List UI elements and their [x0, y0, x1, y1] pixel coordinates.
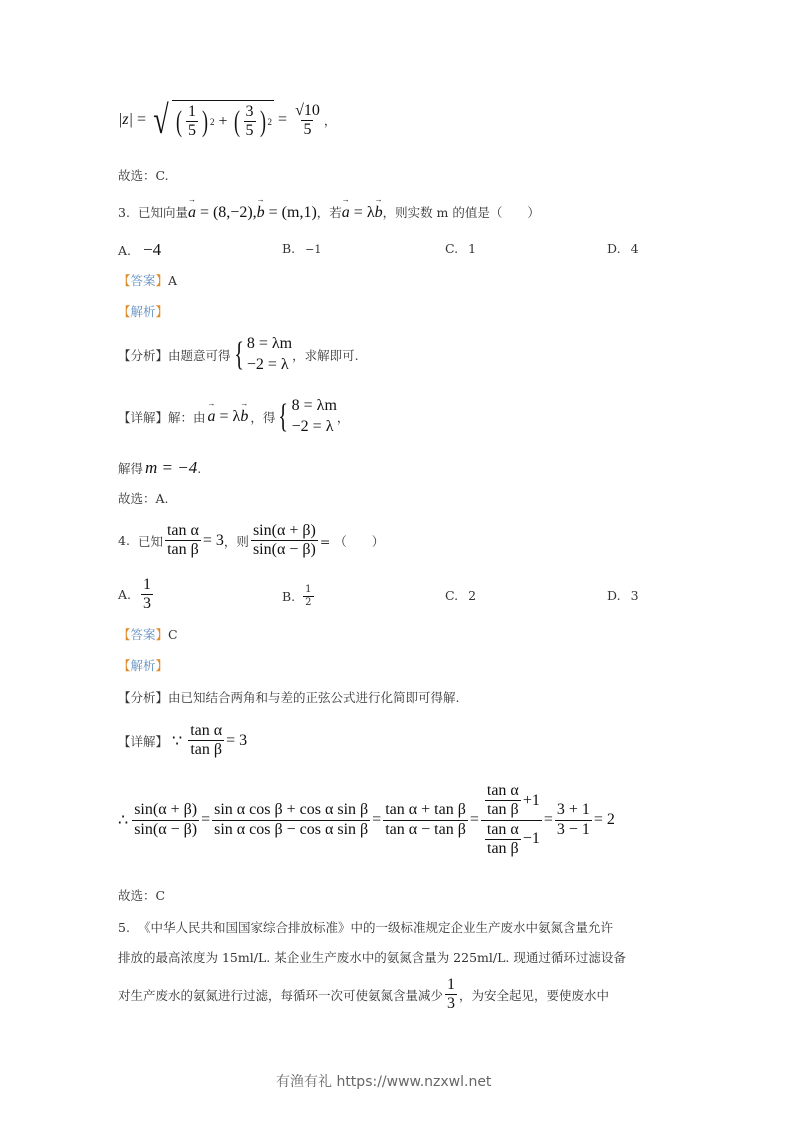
q5-line-1: 5. 《中华人民共和国国家综合排放标准》中的一级标准规定企业生产废水中氨氮含量允许	[118, 920, 613, 935]
q3-option-c: C. 1	[445, 241, 477, 256]
term2-num: 3	[245, 103, 254, 120]
q3-analysis-heading: 【解析】	[118, 304, 169, 319]
q3-solve: 解得 m = −4 .	[118, 458, 202, 477]
vector-a-value: = (8,−2),	[195, 204, 257, 221]
term1-exp: 2	[210, 116, 215, 127]
q4-answer: 【答案】C	[118, 627, 178, 642]
q4-xiangjie: 【详解】 ∵ $\frac{\text{tan α}}{\text{tan β}}$ = 3	[118, 722, 248, 759]
term1-den: 5	[188, 122, 197, 140]
q4-option-b: B. $\frac{1}{2}$	[282, 584, 312, 608]
q4-stem: 4. 已知 $\frac{\text{tan α}}{\text{tan β}}$ = 3 ，则 $\frac{\sin(\alpha + \beta)}{\sin(\alpha - \beta)}$ = （ ）	[118, 522, 385, 559]
modulus-lhs: |z|	[118, 111, 134, 129]
result: = 2	[593, 811, 615, 829]
fenxi-label: 【分析】	[118, 347, 169, 363]
fenxi-text-after: ，求解即可.	[292, 347, 359, 363]
q3-conclusion: 故选：A.	[118, 491, 169, 506]
fenxi-text-before: 由题意可得	[168, 347, 231, 363]
prev-conclusion: 故选：C.	[118, 168, 169, 183]
q4-fenxi: 【分析】由已知结合两角和与差的正弦公式进行化简即可得解.	[118, 690, 460, 705]
q3-xiangjie: 【详解】 解：由 → a = λ→ b ，得 { 8 = λm −2 = λ ，	[118, 396, 349, 438]
trailing-comma: ，	[323, 113, 337, 129]
analysis-label: 解析	[130, 304, 156, 319]
sqrt-expression: √ ( $\frac{1}{5}$ ) 2 + ( $\frac{3}{5}$ ) 2	[153, 97, 273, 143]
vector-b: → b	[257, 204, 265, 222]
q3-option-d: D. 4	[607, 241, 639, 256]
q4-analysis-heading: 【解析】	[118, 658, 169, 673]
solve-equation: m = −4	[145, 458, 198, 477]
vector-b-value: = (m,1)	[264, 204, 317, 221]
footer-watermark: 有渔有礼 https://www.nzxwl.net	[276, 1074, 492, 1090]
q4-derivation: ∴ $\frac{\sin(\alpha + \beta)}{\sin(\alpha - \beta)}$ = $\frac{\text{sin α cos β + cos α sin β}}{\text{sin α cos β − cos α sin β}}$ = $\frac{\text{tan α + tan β}}{\text{tan α − tan β}}$ = $\frac{\text{tan α}}{\text{tan β}}$ +1 $\frac{\text{tan α}}{\text{tan β}}$ −1 = $\frac{3 + 1}{3 - 1}$ = 2	[118, 782, 615, 858]
result-num: √10	[295, 101, 320, 119]
q5-line-3: 对生产废水的氨氮进行过滤，每循环一次可使氨氮含量减少 $\frac{1}{3}$ ，为安全起见，要使废水中	[118, 976, 610, 1013]
answer-value: C	[168, 627, 178, 642]
xiangjie-label: 【详解】	[118, 409, 169, 425]
q4-conclusion: 故选：C	[118, 888, 166, 903]
q4-number: 4.	[118, 533, 130, 549]
q3-stem: 3. 已知向量 → a = (8,−2),→ b = (m,1) ，若 → a = λ→ b ，则实数 m 的值是（ ）	[118, 203, 540, 222]
q3-number: 3.	[118, 205, 130, 220]
q3-stem-mid: ，若	[316, 205, 342, 220]
equation-system: { 8 = λm −2 = λ	[278, 397, 337, 435]
q3-stem-suffix: ，则实数 m 的值是（ ）	[382, 205, 540, 220]
result-den: 5	[303, 120, 312, 138]
q5-line-2: 排放的最高浓度为 15ml/L. 某企业生产废水中的氨氮含量为 225ml/L. 现通过循环过滤设备	[118, 950, 626, 965]
q3-relation: = λ	[349, 204, 375, 221]
q3-answer: 【答案】A	[118, 273, 178, 288]
modulus-equation: |z| = √ ( $\frac{1}{5}$ ) 2 + ( $\frac{3}{5}$ ) 2 = $\frac{√10}{5}$ ，	[118, 97, 337, 143]
term1-num: 1	[188, 103, 197, 120]
answer-label: 答案	[130, 273, 156, 288]
q4-option-c: C. 2	[445, 588, 477, 603]
q4-option-a: A. $\frac{1}{3}$	[118, 576, 152, 613]
vector-a: → a	[188, 204, 196, 222]
q4-option-d: D. 3	[607, 588, 639, 603]
q3-option-b: B. −1	[282, 241, 322, 256]
q3-fenxi	[118, 334, 359, 376]
answer-value: A	[168, 273, 178, 288]
nested-fraction: $\frac{\text{tan α}}{\text{tan β}}$ +1 $\frac{\text{tan α}}{\text{tan β}}$ −1	[481, 782, 542, 859]
term2-exp: 2	[267, 116, 273, 127]
q3-option-a: A. −4	[118, 240, 162, 259]
equation-system: { 8 = λm −2 = λ	[233, 335, 293, 373]
term2-den: 5	[245, 122, 254, 140]
q3-stem-prefix: 已知向量	[137, 205, 188, 220]
